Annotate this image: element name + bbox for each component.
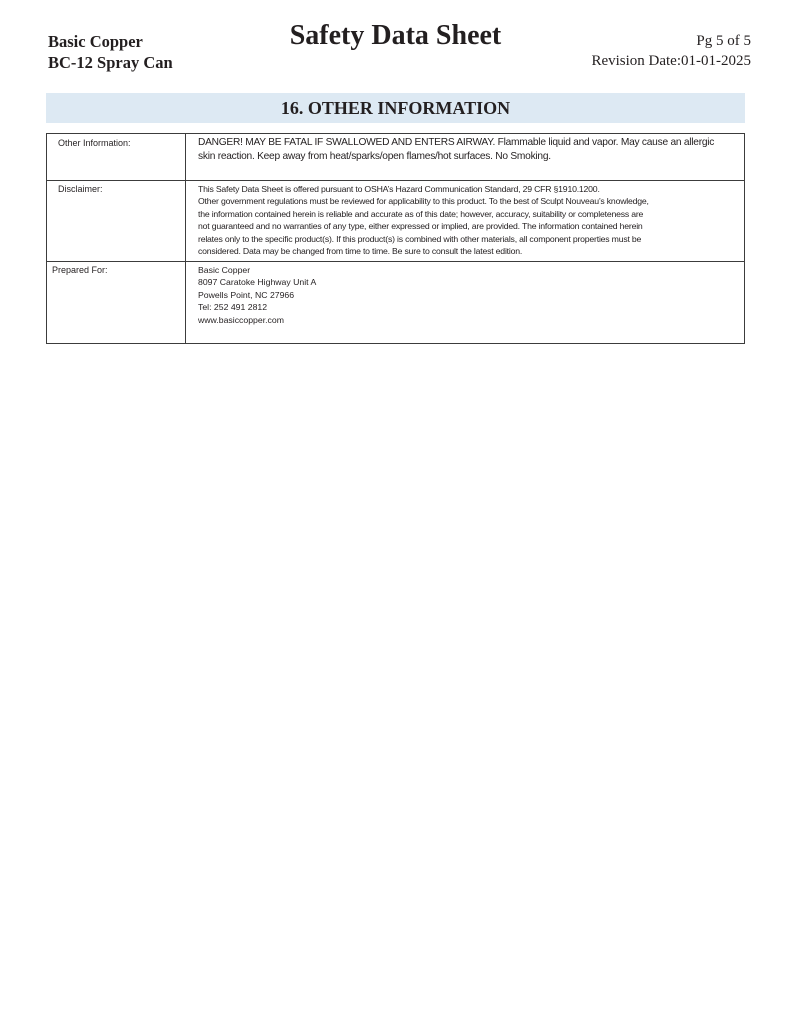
text-line: considered. Data may be changed from time to time. Be sure to consult the latest edition. bbox=[198, 246, 523, 257]
city-line: Powells Point, NC 27966 bbox=[198, 289, 295, 300]
row-value bbox=[186, 181, 745, 262]
header-page-info bbox=[591, 31, 751, 71]
revision-date: Revision Date:01-01-2025 bbox=[591, 53, 751, 69]
text-line: Other government regulations must be reviewed for applicability to this product. To the best of Sculpt Nouveau’s knowledge, bbox=[198, 196, 649, 207]
other-information-table bbox=[46, 133, 745, 344]
text-line: This Safety Data Sheet is offered pursuant to OSHA’s Hazard Communication Standard, 29 CFR §1910.1200. bbox=[198, 184, 600, 194]
company-name: Basic Copper bbox=[48, 32, 143, 51]
row-value bbox=[186, 134, 745, 181]
text-line: skin reaction. Keep away from heat/sparks/open flames/hot surfaces. No Smoking. bbox=[198, 151, 551, 162]
text-line: the information contained herein is reliable and accurate as of this date; however, accuracy, suitability or completeness are bbox=[198, 208, 644, 219]
section-heading: 16. OTHER INFORMATION bbox=[46, 93, 745, 123]
website-link[interactable]: www.basiccopper.com bbox=[198, 314, 284, 325]
address-line: 8097 Caratoke Highway Unit A bbox=[198, 277, 317, 288]
text-line: DANGER! MAY BE FATAL IF SWALLOWED AND ENTERS AIRWAY. Flammable liquid and vapor. May cause an allergic bbox=[198, 137, 715, 148]
row-value bbox=[186, 262, 745, 344]
row-label: Prepared For: bbox=[47, 262, 186, 344]
page-number: Pg 5 of 5 bbox=[696, 33, 751, 49]
table-row-prepared-for bbox=[47, 262, 745, 344]
document-title: Safety Data Sheet bbox=[289, 20, 502, 51]
text-line: relates only to the specific product(s). If this product(s) is combined with other materials, all component properties must be bbox=[198, 233, 642, 244]
text-line: not guaranteed and no warranties of any type, either expressed or implied, are provided. The information contained herein bbox=[198, 221, 643, 232]
row-label: Other Information: bbox=[47, 134, 186, 181]
product-name: BC-12 Spray Can bbox=[48, 53, 173, 72]
row-label: Disclaimer: bbox=[47, 181, 186, 262]
phone-line: Tel: 252 491 2812 bbox=[198, 302, 268, 313]
company-line: Basic Copper bbox=[198, 265, 251, 275]
table-row-disclaimer bbox=[47, 181, 745, 262]
table-row-other-information bbox=[47, 134, 745, 181]
